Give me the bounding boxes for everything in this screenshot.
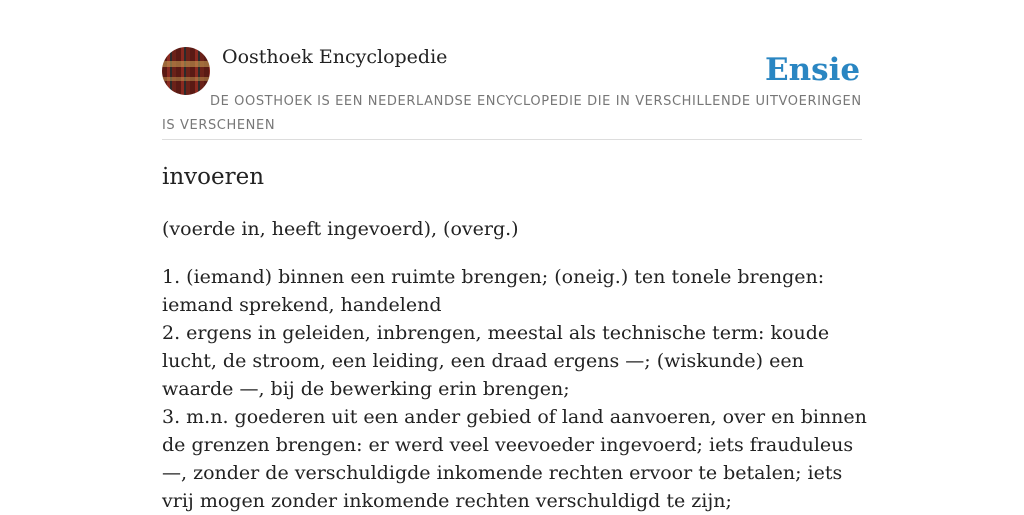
- header-divider: [162, 139, 862, 140]
- definition-item: 3. m.n. goederen uit een ander gebied of land aanvoeren, over en binnen de grenzen brengen: er werd veel veevoeder ingevoerd; iets frauduleus —, zonder de verschuldigde inkomende rechten ervoor te betalen; iets vrij mogen zonder inkomende rechten verschuldigd te zijn;: [162, 406, 867, 512]
- entry-grammar: (voerde in, heeft ingevoerd), (overg.): [162, 218, 519, 240]
- site-avatar[interactable]: [162, 47, 210, 95]
- brand-logo-link[interactable]: Ensie: [765, 52, 861, 88]
- site-name[interactable]: Oosthoek Encyclopedie: [222, 46, 448, 68]
- site-tagline: DE OOSTHOEK IS EEN NEDERLANDSE ENCYCLOPEDIE DIE IN VERSCHILLENDE UITVOERINGEN IS VERSCHENEN: [162, 94, 862, 133]
- entry-headword: invoeren: [162, 164, 265, 190]
- definition-item: 1. (iemand) binnen een ruimte brengen; (oneig.) ten tonele brengen: iemand sprekend, handelend: [162, 266, 825, 316]
- entry-definitions: [162, 263, 867, 515]
- definition-item: 2. ergens in geleiden, inbrengen, meestal als technische term: koude lucht, de stroom, een leiding, een draad ergens —; (wiskunde) een waarde —, bij de bewerking erin brengen;: [162, 322, 830, 400]
